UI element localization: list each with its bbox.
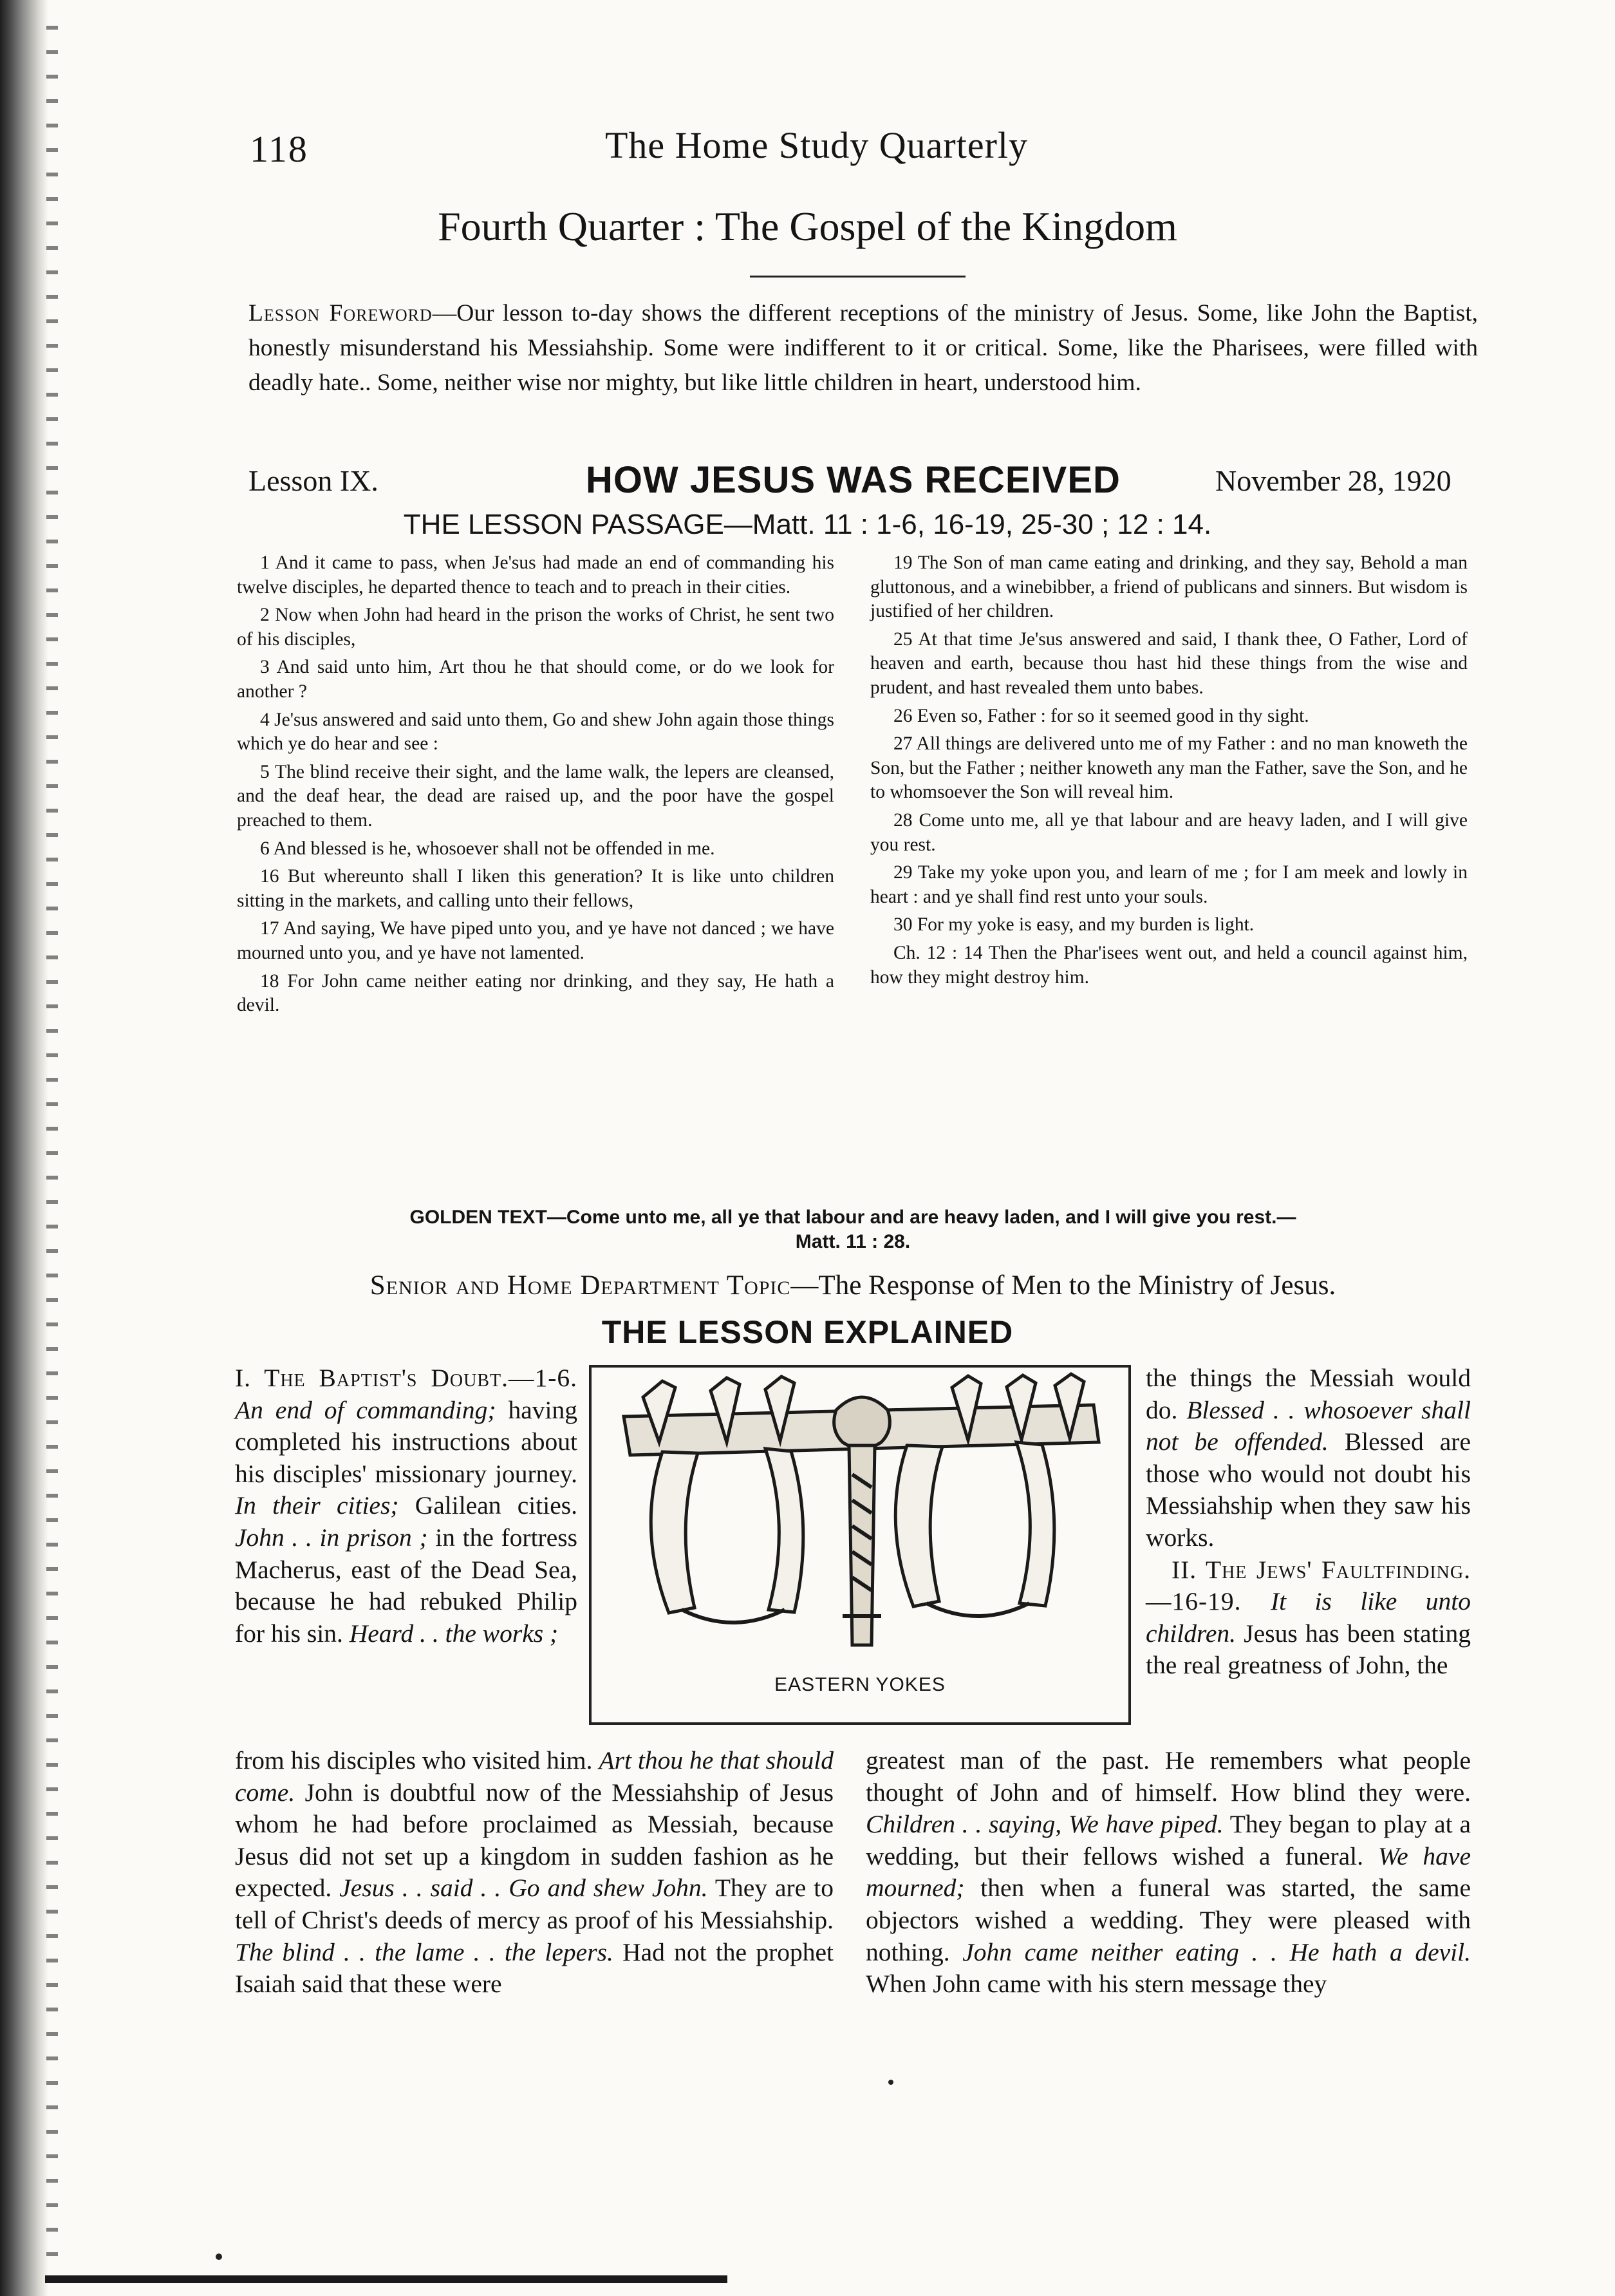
verse: 25 At that time Je'sus answered and said, I thank thee, O Father, Lord of heaven and earth, because thou hast hid these things from the wise and prudent, and hast revealed them unto babes. bbox=[870, 628, 1468, 698]
text-run: John is doubtful now of the Messiahship of Jesus whom he had before proclaimed as Messiah, because Jesus did not set up a kingdom in sudden fashion as he expected. bbox=[235, 1778, 834, 1903]
verse: 26 Even so, Father : for so it seemed good in thy sight. bbox=[893, 705, 1309, 726]
topic-label: Senior and Home Department Topic bbox=[369, 1270, 791, 1301]
lesson-passage-heading: THE LESSON PASSAGE—Matt. 11 : 1-6, 16-19, 25-30 ; 12 : 14. bbox=[403, 509, 1212, 540]
italic-phrase: Heard . . the works ; bbox=[349, 1619, 559, 1648]
scan-speck bbox=[216, 2254, 222, 2260]
verse: 27 All things are delivered unto me of my Father : and no man knoweth the Son, but the Father ; neither knoweth any man the Father, save the Son, and he to whomsoever the Son will reveal him. bbox=[870, 733, 1468, 803]
verse: Ch. 12 : 14 Then the Phar'isees went out, and held a council against him, how they might destroy him. bbox=[870, 942, 1468, 988]
verse: 2 Now when John had heard in the prison the works of Christ, he sent two of his disciples, bbox=[237, 605, 834, 650]
explanation-paragraph bbox=[1146, 1362, 1471, 1554]
italic-phrase: John came neither eating . . He hath a devil. bbox=[962, 1937, 1471, 1966]
scan-binding-marks bbox=[46, 26, 58, 2266]
italic-phrase: Blessed . . whosoever shall not be offended. bbox=[1146, 1395, 1471, 1456]
explanation-column-a bbox=[235, 1362, 577, 1650]
text-run: the things the Messiah would do. bbox=[1146, 1364, 1471, 1424]
lesson-number: Lesson IX. bbox=[248, 464, 378, 497]
explanation-column-d bbox=[866, 1745, 1471, 2000]
lesson-foreword bbox=[248, 296, 1478, 400]
text-run: They are to tell of Christ's deeds of mercy as proof of his Messiahship. bbox=[235, 1874, 834, 1934]
verse: 19 The Son of man came eating and drinking, and they say, Behold a man gluttonous, and a winebibber, a friend of publicans and sinners. But wisdom is justified of her children. bbox=[870, 552, 1468, 622]
scan-bottom-edge bbox=[45, 2275, 727, 2283]
italic-phrase: An end of commanding; bbox=[235, 1395, 496, 1424]
text-run: having completed his instructions about his disciples' missionary journey. bbox=[235, 1395, 577, 1488]
text-run: Jesus has been stating the real greatness of John, the bbox=[1146, 1619, 1471, 1680]
verse: 30 For my yoke is easy, and my burden is light. bbox=[893, 914, 1255, 936]
italic-phrase: Children . . saying, We have piped. bbox=[866, 1810, 1224, 1839]
verse: 29 Take my yoke upon you, and learn of me ; for I am meek and lowly in heart : and ye shall find rest unto your souls. bbox=[870, 862, 1468, 907]
verse: 1 And it came to pass, when Je'sus had made an end of commanding his twelve disciples, he departed thence to teach and to preach in their cities. bbox=[237, 552, 834, 598]
explanation-column-c bbox=[235, 1745, 834, 2000]
text-run: When John came with his stern message they bbox=[866, 1970, 1327, 1999]
italic-phrase: Jesus . . said . . Go and shew John. bbox=[339, 1874, 708, 1903]
text-run: Had not the prophet Isaiah said that these were bbox=[235, 1937, 834, 1999]
foreword-label: Lesson Foreword bbox=[248, 300, 433, 326]
section-heading: I. The Baptist's Doubt.—1-6. bbox=[235, 1364, 577, 1392]
verse: 4 Je'sus answered and said unto them, Go and shew John again those things which ye do hear and see : bbox=[237, 709, 834, 755]
text-run: in the fortress Macherus, east of the Dead Sea, because he had rebuked Philip for his sin. bbox=[235, 1523, 577, 1648]
department-topic bbox=[235, 1270, 1471, 1301]
explanation-paragraph bbox=[235, 1362, 577, 1650]
explanation-column-b bbox=[1146, 1362, 1471, 1682]
verse: 3 And said unto him, Art thou he that should come, or do we look for another ? bbox=[237, 657, 834, 702]
running-title: The Home Study Quarterly bbox=[605, 124, 1029, 166]
verses-left-column bbox=[237, 551, 834, 1022]
text-run: from his disciples who visited him. bbox=[235, 1746, 599, 1774]
verse: 18 For John came neither eating nor drinking, and they say, He hath a devil. bbox=[237, 970, 834, 1016]
golden-text bbox=[235, 1205, 1471, 1254]
page-number: 118 bbox=[250, 128, 308, 170]
golden-text-reference: Matt. 11 : 28. bbox=[795, 1231, 911, 1252]
scan-speck bbox=[888, 2080, 893, 2085]
verse: 5 The blind receive their sight, and the lame walk, the lepers are cleansed, and the deaf hear, the dead are raised up, and the poor have the gospel preached to them. bbox=[237, 761, 834, 831]
italic-phrase: It is like unto children. bbox=[1146, 1587, 1471, 1648]
foreword-text: —Our lesson to-day shows the different receptions of the ministry of Jesus. Some, like John the Baptist, honestly misunderstand his Messiahship. Some were indifferent to it or critical. Some, like the Pharisees, were filled with deadly hate.. Some, neither wise nor mighty, but like little children in heart, understood him. bbox=[248, 300, 1478, 396]
topic-text: —The Response of Men to the Ministry of Jesus. bbox=[790, 1270, 1336, 1301]
title-rule bbox=[750, 276, 966, 278]
explanation-paragraph bbox=[235, 1745, 834, 2000]
explanation-paragraph bbox=[1146, 1554, 1471, 1682]
italic-phrase: We have mourned; bbox=[866, 1841, 1471, 1903]
figure-caption: EASTERN YOKES bbox=[774, 1674, 946, 1695]
italic-phrase: John . . in prison ; bbox=[235, 1523, 428, 1552]
verses-right-column bbox=[870, 551, 1468, 993]
italic-phrase: The blind . . the lame . . the lepers. bbox=[235, 1937, 613, 1966]
explanation-paragraph bbox=[866, 1745, 1471, 2000]
yoke-illustration bbox=[604, 1371, 1116, 1668]
scan-binding-edge bbox=[0, 0, 48, 2296]
text-run: then when a funeral was started, the same objectors wished a wedding. They were pleased with nothing. bbox=[866, 1874, 1471, 1966]
text-run: greatest man of the past. He remembers what people thought of John and of himself. How blind they were. bbox=[866, 1746, 1471, 1807]
lesson-explained-heading: THE LESSON EXPLAINED bbox=[601, 1314, 1014, 1350]
verse: 17 And saying, We have piped unto you, and ye have not danced ; we have mourned unto you, and ye have not lamented. bbox=[237, 918, 834, 963]
verse: 6 And blessed is he, whosoever shall not be offended in me. bbox=[260, 838, 715, 859]
text-run: Blessed are those who would not doubt his Messiahship when they saw his works. bbox=[1146, 1427, 1471, 1552]
text-run: They began to play at a wedding, but their fellows wished a funeral. bbox=[866, 1810, 1471, 1870]
lesson-title: HOW JESUS WAS RECEIVED bbox=[586, 459, 1121, 501]
section-heading: II. The Jews' Faultfinding.—16-19. bbox=[1146, 1555, 1471, 1616]
text-run: Galilean cities. bbox=[398, 1491, 577, 1520]
italic-phrase: Art thou he that should come. bbox=[235, 1746, 834, 1807]
golden-text-line: GOLDEN TEXT—Come unto me, all ye that labour and are heavy laden, and I will give you rest.— bbox=[409, 1207, 1296, 1228]
verse: 28 Come unto me, all ye that labour and are heavy laden, and I will give you rest. bbox=[870, 809, 1468, 855]
quarter-title: Fourth Quarter : The Gospel of the Kingdom bbox=[438, 203, 1177, 249]
eastern-yokes-figure bbox=[589, 1365, 1131, 1725]
lesson-date: November 28, 1920 bbox=[1215, 464, 1452, 497]
italic-phrase: In their cities; bbox=[235, 1491, 399, 1520]
verse: 16 But whereunto shall I liken this generation? It is like unto children sitting in the markets, and calling unto their fellows, bbox=[237, 866, 834, 911]
